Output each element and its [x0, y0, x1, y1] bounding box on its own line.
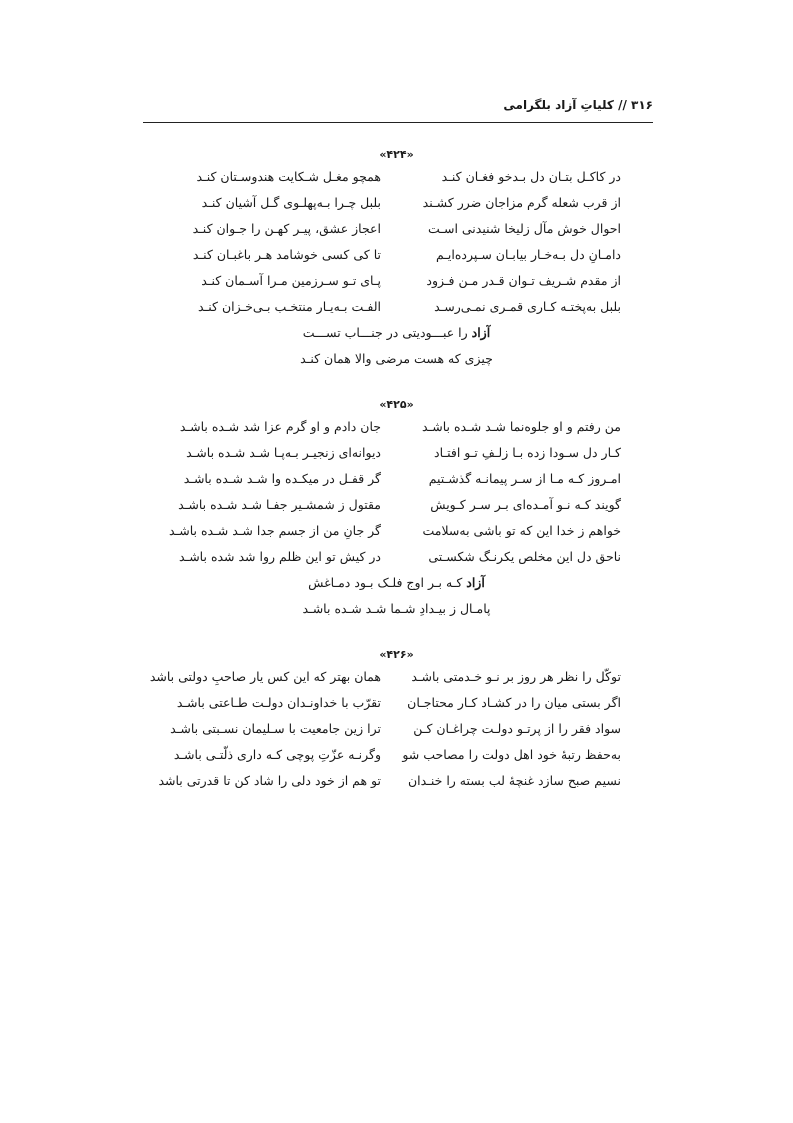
second-hemistich: همان بهتر که این کس یار صاحبِ دولتی باشد [149, 669, 381, 684]
first-hemistich: ناحق دل این مخلص یکرنـگ شکسـتی [428, 549, 621, 564]
first-hemistich: کـار دل سـودا زده بـا زلـفِ تـو افتـاد [434, 445, 621, 460]
poet-name: آزاد [466, 575, 485, 590]
closing-text: کـه بـر اوج فلـک بـود دمـاغش [308, 575, 467, 590]
second-hemistich: تقرّب با خداونـدان دولـت طـاعتی باشـد [176, 695, 381, 710]
second-hemistich: دیوانه‌ای زنجیـر بـه‌پـا شـد شـده باشـد [186, 445, 381, 460]
second-hemistich: جان دادم و او گرم عزا شد شـده باشـد [179, 419, 381, 434]
first-hemistich: من رفتم و او جلوه‌نما شـد شـده باشـد [422, 419, 621, 434]
couplet [0, 294, 793, 320]
second-hemistich: پـای تـو سـرزمین مـرا آسـمان کنـد [201, 273, 381, 288]
page-header [143, 96, 653, 123]
couplet [0, 742, 793, 768]
poem-section [0, 646, 793, 794]
first-hemistich: توکّل را نظر هر روز بر نـو خـدمتی باشـد [411, 669, 621, 684]
second-hemistich: همچو مغـل شـکایت هندوسـتان کنـد [196, 169, 381, 184]
couplet [0, 190, 793, 216]
second-hemistich: گر جانِ من از جسم جدا شـد شـده باشـد [169, 523, 381, 538]
running-head: ۳۱۶ // کلیاتِ آزاد بلگرامی [503, 98, 653, 112]
poem-number: «۴۲۶» [379, 648, 414, 661]
second-hemistich: اعجاز عشق، پیـر کهـن را جـوان کنـد [192, 221, 381, 236]
first-hemistich: بلبل به‌پختـه کـاری قمـری نمـی‌رسـد [434, 299, 621, 314]
first-hemistich: دامـانِ دل بـه‌خـار بیابـان سـپرده‌ایـم [435, 247, 621, 262]
second-hemistich: ترا زین جامعیت با سـلیمان نسـبتی باشـد [170, 721, 381, 736]
poem-number: «۴۲۵» [379, 398, 414, 411]
second-hemistich: الفـت بـه‌یـار منتخـب بـی‌خـزان کنـد [198, 299, 381, 314]
second-hemistich: بلبل چـرا بـه‌پهلـوی گـل آشیان کنـد [201, 195, 381, 210]
first-hemistich: سواد فقر را از پرتـو دولـت چراغـان کـن [413, 721, 621, 736]
couplet [0, 690, 793, 716]
first-hemistich: نسیم صبح سازد غنچهٔ لب بسته را خنـدان [407, 773, 621, 788]
second-hemistich: تو هم از خود دلی را شاد کن تا قدرتی باشد [158, 773, 381, 788]
couplet [0, 164, 793, 190]
couplet [0, 768, 793, 794]
closing-line [0, 570, 793, 596]
closing-line [0, 596, 793, 622]
closing-text: را عبـــودیتی در جنـــاب تســـت [302, 325, 472, 340]
closing-text: پامـال ز بیـدادِ شـما شـد شـده باشـد [302, 601, 491, 616]
couplet [0, 216, 793, 242]
first-hemistich: احوال خوش مآل زلیخا شنیدنی اسـت [428, 221, 621, 236]
second-hemistich: در کیش تو این ظلم روا شد شده باشـد [178, 549, 381, 564]
first-hemistich: از قرب شعله گرم مزاجان ضرر کشـند [422, 195, 621, 210]
couplet [0, 414, 793, 440]
second-hemistich: گر قفـل در میکـده وا شـد شـده باشـد [183, 471, 381, 486]
closing-line [0, 346, 793, 372]
second-hemistich: تا کی کسی خوشامد هـر باغبـان کنـد [192, 247, 381, 262]
first-hemistich: گویند کـه نـو آمـده‌ای بـر سـر کـویش [430, 497, 621, 512]
closing-text: چیزی که هست مرضی والا همان کنـد [300, 351, 493, 366]
closing-line [0, 320, 793, 346]
couplet [0, 268, 793, 294]
poem-section [0, 396, 793, 622]
couplet [0, 492, 793, 518]
couplet [0, 664, 793, 690]
poem-number: «۴۲۴» [379, 148, 414, 161]
couplet [0, 518, 793, 544]
couplet [0, 716, 793, 742]
first-hemistich: امـروز کـه مـا از سـر پیمانـه گذشـتیم [428, 471, 621, 486]
first-hemistich: به‌حفظ رتبهٔ خود اهل دولت را مصاحب شو [402, 747, 621, 762]
first-hemistich: در کاکـل بتـان دل بـدخو فغـان کنـد [441, 169, 621, 184]
poet-name: آزاد [471, 325, 491, 340]
couplet [0, 242, 793, 268]
first-hemistich: خواهم ز خدا این که تو باشی به‌سلامت [422, 523, 621, 538]
first-hemistich: اگر بستی میان را در کشـاد کـار محتاجـان [407, 695, 621, 710]
second-hemistich: مقتول ز شمشـیر جفـا شـد شـده باشـد [178, 497, 381, 512]
first-hemistich: از مقدم شـریف تـوان قـدر مـن فـزود [426, 273, 621, 288]
poem-section [0, 146, 793, 372]
couplet [0, 440, 793, 466]
second-hemistich: وگرنـه عزّتِ پوچی کـه داری ذلّتـی باشـد [173, 747, 381, 762]
couplet [0, 544, 793, 570]
couplet [0, 466, 793, 492]
